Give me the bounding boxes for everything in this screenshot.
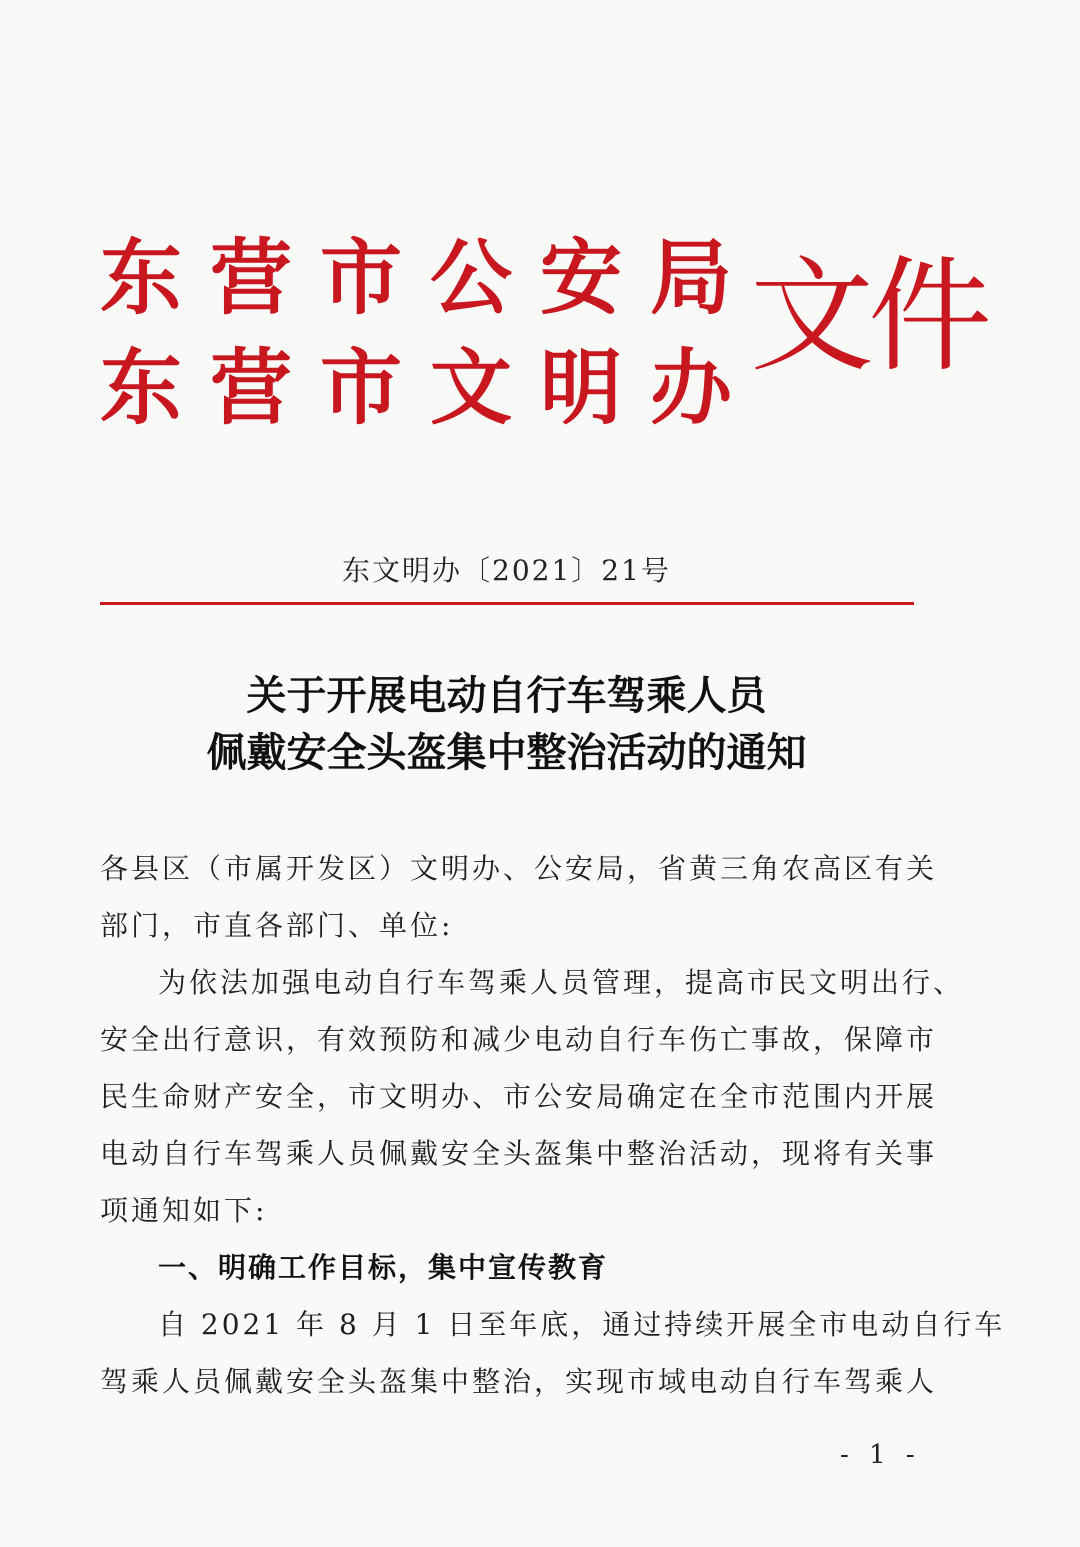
- paragraph-2-line-1: 自 2021 年 8 月 1 日至年底，通过持续开展全市电动自行车: [158, 1308, 1006, 1341]
- paragraph-1-line-5: 项通知如下:: [100, 1194, 268, 1227]
- section-heading-1: 一、明确工作目标，集中宣传教育: [158, 1251, 609, 1284]
- paragraph-1-line-1: 为依法加强电动自行车驾乘人员管理，提高市民文明出行、: [158, 966, 965, 999]
- document-title-line-1: 关于开展电动自行车驾乘人员: [246, 672, 767, 719]
- document-word: 文件: [750, 245, 987, 389]
- addressee-line-1: 各县区（市属开发区）文明办、公安局，省黄三角农高区有关: [100, 852, 938, 885]
- red-masthead: [100, 225, 987, 436]
- paragraph-1-line-2: 安全出行意识，有效预防和减少电动自行车伤亡事故，保障市: [100, 1023, 938, 1056]
- document-body: [100, 840, 1006, 1420]
- paragraph-1-line-3: 民生命财产安全，市文明办、市公安局确定在全市范围内开展: [100, 1080, 938, 1113]
- document-number: 东文明办〔2021〕21号: [342, 554, 671, 587]
- paragraph-1-line-4: 电动自行车驾乘人员佩戴安全头盔集中整治活动，现将有关事: [100, 1137, 938, 1170]
- addressee-line-2: 部门，市直各部门、单位:: [100, 909, 454, 942]
- red-divider-line: [100, 602, 914, 605]
- paragraph-2-line-2: 驾乘人员佩戴安全头盔集中整治，实现市域电动自行车驾乘人: [100, 1365, 938, 1398]
- issuer-civilization-office: 东营市文明办: [100, 340, 761, 436]
- issuer-public-security-bureau: 东营市公安局: [100, 230, 761, 326]
- page-number: - 1 -: [840, 1440, 921, 1470]
- document-title-line-2: 佩戴安全头盔集中整治活动的通知: [206, 729, 807, 776]
